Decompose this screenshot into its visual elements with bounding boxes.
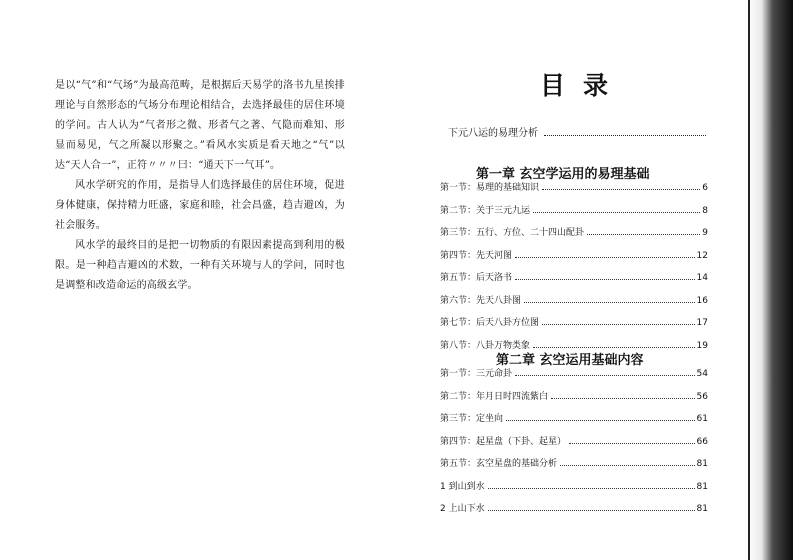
toc-item-page: 19 [696, 340, 708, 351]
toc-item[interactable] [440, 389, 708, 412]
toc-item-page: 56 [696, 391, 708, 402]
toc-item-label: 第一节：易理的基础知识 [440, 183, 540, 193]
toc-item-page: 8 [702, 205, 708, 216]
toc-item-label: 第六节：先天八卦图 [440, 295, 522, 306]
dot-leader [506, 420, 695, 421]
toc-item-page: 81 [696, 504, 708, 514]
toc-item-label: 第五节：玄空星盘的基础分析 [440, 459, 558, 469]
toc-item-page: 6 [702, 183, 708, 193]
toc-item[interactable] [440, 180, 708, 203]
dot-leader [551, 398, 695, 399]
dot-leader [542, 189, 700, 190]
toc-item-label: 第三节：五行、方位、二十四山配卦 [440, 228, 585, 238]
toc-item-label: 第四节：先天河图 [440, 250, 513, 261]
toc-item-page: 81 [696, 459, 708, 469]
toc-item-page: 16 [696, 295, 708, 306]
toc-list-chapter-1 [440, 180, 708, 360]
dot-leader [560, 465, 695, 466]
toc-item-label: 第三节：定坐向 [440, 414, 504, 424]
toc-item-label: 1 到山到水 [440, 481, 485, 492]
toc-item[interactable] [440, 366, 708, 389]
toc-item[interactable] [440, 411, 708, 434]
dot-leader [533, 212, 700, 213]
toc-item-page: 14 [696, 273, 708, 283]
toc-item-label: 第七节：后天八卦方位图 [440, 318, 540, 328]
toc-item[interactable] [440, 501, 708, 524]
toc-item-page: 9 [702, 228, 708, 238]
page-edge-shadow [748, 0, 793, 560]
paragraph: 是以“气”和“气场”为最高范畴，是根据后天易学的洛书九星挨排理论与自然形态的气场分布理论相结合，去选择最佳的居住环境的学问。古人认为“气者形之微、形者气之著、气隐而难知、形显而易见，气之所凝以形聚之。”看风水实质是看天地之“气”以达“天人合一”，正符〃〃〃曰：“通天下一气耳”。 [55, 80, 345, 171]
toc-item-label: 第四节：起星盘（下卦、起星） [440, 436, 567, 447]
toc-title: 目录 [540, 71, 627, 100]
toc-item-label: 第一节：三元命卦 [440, 369, 513, 379]
toc-item-label: 第五节：后天洛书 [440, 273, 513, 283]
dot-leader [542, 324, 695, 325]
chapter-title: 第二章 玄空运用基础内容 [496, 353, 644, 368]
chapter-title: 第一章 玄空学运用的易理基础 [476, 167, 650, 182]
toc-item-page: 61 [696, 414, 708, 424]
toc-item-label: 第二节：年月日时四流紫白 [440, 391, 549, 402]
toc-item[interactable] [440, 456, 708, 479]
toc-item[interactable] [440, 479, 708, 502]
toc-item-page: 54 [696, 369, 708, 379]
toc-item[interactable] [440, 434, 708, 457]
dot-leader [488, 510, 695, 511]
left-page [55, 76, 345, 296]
dot-leader [515, 257, 695, 258]
dot-leader [488, 488, 695, 489]
toc-list-chapter-2 [440, 366, 708, 524]
toc-item-page: 12 [696, 250, 708, 261]
toc-lead-entry [448, 124, 710, 139]
toc-item-label: 第八节：八卦万物类象 [440, 340, 531, 351]
toc-item-label: 第二节：关于三元九运 [440, 205, 531, 216]
toc-item-page: 17 [696, 318, 708, 328]
dot-leader [569, 443, 695, 444]
toc-item[interactable] [440, 225, 708, 248]
toc-lead-label: 下元八运的易理分析 [448, 128, 538, 139]
toc-item[interactable] [440, 203, 708, 226]
dot-leader [515, 375, 695, 376]
toc-item[interactable] [440, 248, 708, 271]
toc-item[interactable] [440, 270, 708, 293]
paragraph: 风水学研究的作用，是指导人们选择最佳的居住环境，促进身体健康，保持精力旺盛，家庭和睦，社会昌盛，趋吉避凶，为社会服务。 [55, 180, 345, 231]
paragraph: 风水学的最终目的是把一切物质的有限因素提高到利用的极限。是一种趋吉避凶的术数，一种有关环境与人的学问，同时也是调整和改造命运的高级玄学。 [55, 240, 345, 291]
dot-leader [544, 135, 706, 136]
toc-item[interactable] [440, 315, 708, 338]
toc-item[interactable] [440, 293, 708, 316]
toc-item-page: 81 [696, 481, 708, 492]
dot-leader [515, 279, 695, 280]
toc-item-label: 2 上山下水 [440, 504, 485, 514]
toc-item-page: 66 [696, 436, 708, 447]
dot-leader [587, 234, 700, 235]
dot-leader [533, 347, 695, 348]
page-edge-line [748, 0, 750, 560]
dot-leader [524, 302, 695, 303]
